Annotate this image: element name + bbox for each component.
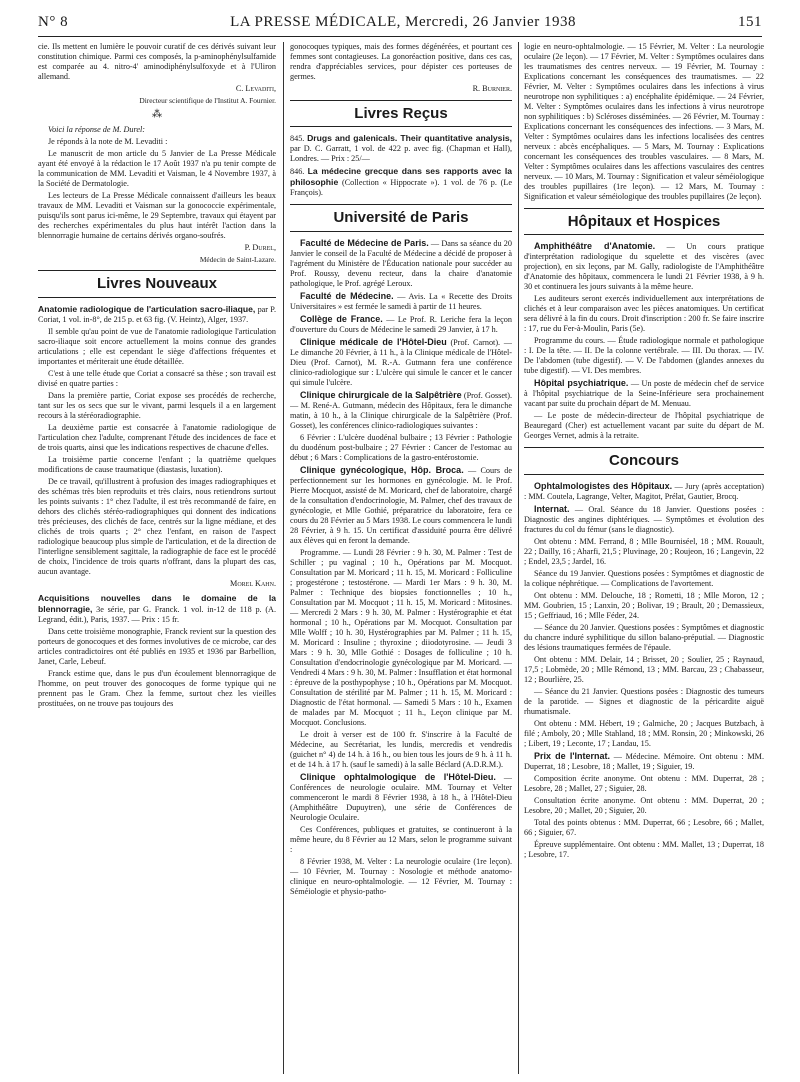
news-entry: Internat. — Oral. Séance du 18 Janvier. Questions posées : Diagnostic des angines diphtériques. — Symptômes et évolution des fractures du col du fémur (sans le diagnostic).: [524, 503, 764, 534]
paragraph: Programme du cours. — Étude radiologique normale et pathologique : I. De la tête. — II. De la colonne vertébrale. — III. Du thorax. — IV. De l'abdomen (tube digestif). — V. De l'abdomen (glandes annexes du tube digestif). — VI. Des membres.: [524, 336, 764, 376]
section-header-hopitaux: [524, 208, 764, 235]
signature-name: Morel Kahn.: [230, 578, 276, 588]
paragraph: Il semble qu'au point de vue de l'anatomie radiologique l'articulation sacro-iliaque soit encore actuellement la moins connue des grandes articulations ; elle est cependant le siège d'affections fréquentes et importantes et mériterait une étude détaillée.: [38, 326, 276, 366]
book-title: La médecine grecque dans ses rapports avec la philosophie: [290, 166, 512, 188]
column-divider-1: [283, 42, 284, 1074]
signature-role: Directeur scientifique de l'Institut A. Fournier.: [139, 96, 276, 105]
news-entry: Clinique chirurgicale de la Salpêtrière (Prof. Gosset). — M. René-A. Gutmann, médecin des Hôpitaux, fera le dimanche matin, à 10 h., à la Clinique chirurgicale de la Salpêtrière (Prof. Gosset), les conférences clinico-radiologiques suivantes :: [290, 389, 512, 430]
reply-intro: Voici la réponse de M. Durel:: [48, 125, 146, 135]
book-ref: par D. C. Garratt, 1 vol. de 422 p. avec fig. (Chapman et Hall), Londres. — Prix : 25/—: [290, 144, 512, 164]
paragraph: Composition écrite anonyme. Ont obtenu : MM. Duperrat, 28 ; Lesobre, 28 ; Mallet, 27 ; Siguier, 28.: [524, 773, 764, 793]
paragraph: — Séance du 21 Janvier. Questions posées : Diagnostic des tumeurs de la parotide. — Signes et diagnostic de la péricardite aiguë rhumatismale.: [524, 686, 764, 716]
paragraph: — Séance du 20 Janvier. Questions posées : Symptômes et diagnostic du chancre induré syphilitique du sillon balano-préputial. — Diagnostic des lésions traumatiques fermées de l'épaule.: [524, 622, 764, 652]
paragraph: Consultation écrite anonyme. Ont obtenu : MM. Duperrat, 20 ; Lesobre, 20 ; Mallet, 20 ; Siguier, 20.: [524, 795, 764, 815]
paragraph: Ces Conférences, publiques et gratuites, se continueront à la même heure, du 8 Février au 12 Mars, selon le programme suivant :: [290, 824, 512, 854]
paragraph: C'est à une telle étude que Coriat a consacré sa thèse ; son travail est divisé en quatre parties :: [38, 368, 276, 388]
signature-role: Médecin de Saint-Lazare.: [199, 255, 276, 265]
journal-title: LA PRESSE MÉDICALE, Mercredi, 26 Janvier 1938: [230, 13, 576, 30]
book-ref: par P. Coriat, 1 vol. in-8°, de 215 p. et 63 fig. (V. Heintz), Alger, 1937.: [38, 304, 276, 324]
signature-name: R. Burnier.: [472, 84, 512, 93]
paragraph: Je réponds à la note de M. Levaditi :: [48, 137, 168, 147]
page-header: [38, 10, 762, 34]
book-ref: 3e série, par G. Franck. 1 vol. in-12 de 118 p. (A. Legrand, édit.), Paris, 1937. — Prix : 15 fr.: [38, 604, 276, 624]
news-entry: Prix de l'Internat. — Médecine. Mémoire. Ont obtenu : MM. Duperrat, 18 ; Lesobre, 18 ; Mallet, 19 ; Siguier, 19.: [524, 750, 764, 771]
paragraph: Épreuve supplémentaire. Ont obtenu : MM. Mallet, 13 ; Duperrat, 18 ; Lesobre, 17.: [524, 839, 764, 859]
book-entry: [38, 304, 276, 325]
signature-name: P. Durel,: [244, 243, 276, 253]
paragraph: Les auditeurs seront exercés individuellement aux interprétations de clichés et à leur comparaison avec les pièces anatomiques. Un certificat sera délivré à la fin du cours. Droit d'inscription : 200 fr. Se faire inscrire : 17, rue du Fer-à-Moulin, Paris (5e).: [524, 294, 764, 334]
paragraph: 6 Février : L'ulcère duodénal bulbaire ; 13 Février : Pathologie du duodénum post-bulbaire ; 27 Février : Cancer de l'estomac au début ; 6 Mars : Complications de la gastro-entérostomie.: [290, 432, 512, 462]
paragraph: Total des points obtenus : MM. Duperrat, 66 ; Lesobre, 66 ; Mallet, 66 ; Siguier, 67.: [524, 817, 764, 837]
news-entry: Ophtalmologistes des Hôpitaux. — Jury (après acceptation) : MM. Coutela, Lagrange, Velter, Magitot, Prélat, Gautier, Brocq.: [524, 480, 764, 501]
paragraph: Le manuscrit de mon article du 5 Janvier de La Presse Médicale ayant été envoyé à la rédaction le 17 Août 1937 n'a pu tenir compte de la communication de MM. Levaditi et Vaisman, le 4 Novembre 1937, à la Société de Dermatologie.: [38, 149, 276, 189]
section-header-universite: [290, 204, 512, 231]
received-book: 846. La médecine grecque dans ses rapports avec la philosophie (Collection « Hippocrate »). 1 vol. de 76 p. (Le François).: [290, 166, 512, 198]
paragraph: 8 Février 1938, M. Velter : La neurologie oculaire (1re leçon). — 10 Février, M. Tournay : Nosologie et méthode anatomo-clinique en neuro-ophtalmologie. — 12 Février, M. Tournay : Séméiologie et physio-patho-: [290, 856, 512, 896]
paragraph: Le droit à verser est de 100 fr. S'inscrire à la Faculté de Médecine, au Secrétariat, les lundis, mercredis et vendredis (guichet n° 4) de 14 h. à 16 h., ou bien tous les jours de 9 h. à 11 h. et de 14 h. à 17 h. (sauf le samedi) à la salle Béclard (A.D.R.M.).: [290, 729, 512, 769]
news-entry: Faculté de Médecine. — Avis. La « Recette des Droits Universitaires » est fermée le samedi à partir de 11 heures.: [290, 290, 512, 311]
paragraph: Dans cette troisième monographie, Franck revient sur la question des porteurs de gonocoques et des formes involutives de ce microbe, car des articles contradictoires ont été publiés en 1935 et 1936 par Barbellion, Janet, Carle, Lebeuf.: [38, 626, 276, 666]
section-title: Livres Reçus: [354, 105, 448, 122]
section-header-livres-nouveaux: [38, 270, 276, 297]
column-3: [524, 42, 764, 1074]
book-title: Acquisitions nouvelles dans le domaine de la blennorragie,: [38, 592, 276, 614]
book-title: Anatomie radiologique de l'articulation sacro-iliaque,: [38, 303, 256, 314]
column-2: [290, 42, 512, 1074]
separator-stars: ⁂: [152, 109, 162, 121]
book-entry: [38, 593, 276, 625]
news-entry: Amphithéâtre d'Anatomie. — Un cours pratique d'interprétation radiologique du squelette et des viscères (avec projection), en six leçons, par M. Gally, radiologiste de l'Amphithéâtre d'Anatomie des hôpitaux, commencera le lundi 21 Février 1938, à 9 h. 30 et continuera les jours suivants à la même heure.: [524, 241, 764, 292]
paragraph: Programme. — Lundi 28 Février : 9 h. 30, M. Palmer : Test de Schiller ; pu vaginal ; 10 h., Opérations par M. Mocquot. Consultation par M. Moricard ; 11 h. 15, M. Moricard : Folliculine ; progestérone ; testostérone. — Mardi 1er Mars : 9 h. 30, M. Palmer : Technique des biopsies fonctionnelles ; 10 h., Consultation par M. Mocquot ; 11 h. 15, M. Moricard : Mitosines. — Mercredi 2 Mars : 9 h. 30, M. Palmer : Hystérographie et état hormonal ; 10 h., Opérations par M. Mocquot. Consultation par Mlle Wolff ; 10 h. 30, Hystérographies par M. Palmer ; 11 h. 15, M. Moricard : Insuline ; thyroxine ; diiodotyrosine. — Jeudi 3 Mars : 9 h. 30, Mlle Gothié : Dosages de folliculine ; 10 h. Consultation d'endocrinologie gynécologique par M. Moricard. — Vendredi 4 Mars : 9 h. 30, M. Palmer : Insufflation et état hormonal : épreuve de la posthypophyse ; 10 h., Opérations par M. Mocquot. Consultation de stérilité par M. Palmer ; 11 h. 15, M. Moricard : Diagnostic de l'état hormonal. — Samedi 5 Mars : 10 h., Examen de malades par M. Mocquot ; 11 h., Leçon clinique par M. Mocquot. Conclusions.: [290, 547, 512, 727]
paragraph: Séance du 19 Janvier. Questions posées : Symptômes et diagnostic de la colique néphrétique. — Complications de l'avortement.: [524, 568, 764, 588]
paragraph: La deuxième partie est consacrée à l'anatomie radiologique de l'articulation chez l'adulte, comprenant l'étude des incidences de face et de trois quarts, ainsi que les indications respectives de chacune d'elles.: [38, 422, 276, 452]
news-entry: Clinique gynécologique, Hôp. Broca. — Cours de perfectionnement sur les hormones en gynécologie. M. le Prof. Pierre Mocquot, assisté de M. Moricard, chef de laboratoire, chargé de la consultation d'endocrinologie, M. Palmer, chef des travaux de gynécologie, et Mlle Gothié, préparatrice du laboratoire, fera ce cours du 28 Février au 5 Mars 1938. Le cours commencera le lundi 28 Février, à 9 h. 15. Un certificat d'assiduité pourra être délivré aux élèves qui en feront la demande.: [290, 464, 512, 545]
signature-name: C. Levaditi,: [235, 84, 276, 93]
received-book: 845. Drugs and galenicals. Their quantitative analysis, par D. C. Garratt, 1 vol. de 422 p. avec fig. (Chapman et Hall), Londres. — Prix : 25/—: [290, 133, 512, 164]
paragraph: — Le poste de médecin-directeur de l'hôpital psychiatrique de Beauregard (Cher) est actuellement vacant par suite du départ de M. Georges Vernet, admis à la retraite.: [524, 411, 764, 441]
paragraph: Ont obtenu : MM. Ferrand, 8 ; Mlle Bourniséel, 18 ; MM. Rouault, 22 ; Dailly, 16 ; Aharfi, 21,5 ; Pluvinage, 20 ; Roujeon, 16 ; Langevin, 22 ; Endel, 23,5 ; Jardel, 16.: [524, 536, 764, 566]
paragraph: Ont obtenu : MM. Delouche, 18 ; Rometti, 18 ; Mlle Moron, 12 ; MM. Goubrien, 15 ; Lanxin, 20 ; Bolivar, 19 ; Brault, 20 ; Demassieux, 15 ; Geffriaud, 16 ; Mlle Féder, 24.: [524, 590, 764, 620]
paragraph: Ont obtenu : MM. Hébert, 19 ; Galmiche, 20 ; Jacques Butzbach, à filé ; Amboly, 20 ; Mlle Stahland, 18 ; MM. Ronsin, 20 ; Minkowski, 26 ; Libert, 19 ; Leconte, 17 ; Landau, 15.: [524, 718, 764, 748]
news-entry: Faculté de Médecine de Paris. — Dans sa séance du 20 Janvier le conseil de la Faculté de Médecine a décidé de proposer à l'agrément du Ministère de l'Éducation nationale pour succéder au Prof. Roussy, devenu recteur, dans la chaire d'anatomie pathologique, le Prof. agrégé Leroux.: [290, 237, 512, 288]
paragraph: Dans la première partie, Coriat expose ses procédés de recherche, tant sur les os secs que sur le vivant, parmi lesquels il a en largement recours à la stéréoradiographie.: [38, 390, 276, 420]
news-entry: Hôpital psychiatrique. — Un poste de médecin chef de service à l'hôpital psychiatrique de la Seine-Inférieure sera prochainement vacant par suite du prochain départ de M. Menuau.: [524, 378, 764, 409]
header-rule: [38, 36, 762, 37]
news-entry: Clinique ophtalmologique de l'Hôtel-Dieu. — Conférences de neurologie oculaire. MM. Tournay et Velter commenceront le mardi 8 Février 1938, à 18 h., à l'Hôtel-Dieu (Amphithéâtre Dupuytren), une série de Conférences de Neurologie Oculaire.: [290, 771, 512, 822]
news-entry: Clinique médicale de l'Hôtel-Dieu (Prof. Carnot). — Le dimanche 20 Février, à 11 h., à la Clinique médicale de l'Hôtel-Dieu (Prof. Carnot), M. R.-A. Gutmann fera une conférence clinico-radiologique sur : L'ulcère qui simule le cancer et le cancer qui simule l'ulcère.: [290, 336, 512, 387]
section-title: Hôpitaux et Hospices: [567, 213, 721, 230]
paragraph: gonocoques typiques, mais des formes dégénérées, et pourtant ces femmes sont contagieuses. La gonoréaction positive, dans ces cas, rendra d'appréciables services, pour dépister ces porteuses de germes.: [290, 42, 512, 81]
issue-number: N° 8: [38, 13, 69, 30]
paragraph: logie en neuro-ophtalmologie. — 15 Février, M. Velter : La neurologie oculaire (2e leçon). — 17 Février, M. Velter : Symptômes oculaires dans les traumatismes des centres nerveux. — 19 Février, M. Tournay : Explications concernant les conséquences des traumatismes. — 22 Février, M. Velter : Symptômes oculaires dans les infections à virus neurotrope non syphilitiques : a) encéphalite épidémique. — 24 Février, M. Velter : Symptômes oculaires dans les infections à virus neurotrope non syphilitiques : b) Scléroses disséminées. — 26 Février, M. Tournay : Explications concernant les conséquences des infections. — 3 Mars, M. Velter : Symptômes oculaires dans les infections localisées des centres nerveux : abcès encéphaliques. — 5 Mars, M. Tournay : Explications concernant les conséquences des troubles vasculaires. — 8 Mars, M. Velter : Symptômes oculaires dans les affections vasculaires des centres nerveux. — 10 Mars, M. Tournay : Signification et valeur séméiologique des troubles pupillaires (1re leçon). — 12 Mars, M. Tournay : Signification et valeur séméiologique des troubles pupillaires (2e leçon).: [524, 42, 764, 201]
section-title: Concours: [608, 452, 679, 470]
section-header-concours: [524, 447, 764, 474]
page-number: 151: [738, 13, 762, 30]
paragraph: La troisième partie concerne l'enfant ; la quatrième quelques modifications de cause traumatique (diastasis, luxation).: [38, 454, 276, 474]
book-title: Drugs and galenicals. Their quantitative analysis,: [307, 133, 512, 144]
paragraph: cie. Ils mettent en lumière le pouvoir curatif de ces dérivés suivant leur constitution chimique. Parmi ces composés, la p-aminophénylsulfamide est comparée au 4. nitro-4' aminodiphénylsulfoxyde et à l'Uliron allemand.: [38, 42, 276, 81]
column-1: [38, 42, 276, 1074]
paragraph: De ce travail, qu'illustrent à profusion des images radiographiques et des schémas très bien reproduits et très clairs, nous retiendrons surtout les points suivants : 1° chez l'adulte, il est très recommandé de faire, en dehors des clichés stéréo-radiographiques qui donnent des indications très précieuses, des clichés de face, centrés sur la ligne médiane, et des clichés de trois quarts ; 2° chez l'enfant, en raison de l'aspect radiologique beaucoup plus simple de l'articulation, et de la direction de l'interligne sensiblement sagittale, la radiographie de face est le procédé de choix, l'incidence de trois quarts n'offrant, dans la plupart des cas, aucun avantage.: [38, 476, 276, 576]
section-title: Université de Paris: [333, 209, 469, 227]
section-header-livres-recus: [290, 100, 512, 127]
book-ref: (Collection « Hippocrate »). 1 vol. de 76 p. (Le François).: [290, 178, 512, 198]
paragraph: Les lecteurs de La Presse Médicale connaissent d'ailleurs les beaux travaux de MM. Levaditi et Vaisman sur la gonococcie expérimentale, puisqu'ils sont parus ici-même, le 29 Septembre, travaux qui étayent par des recherches expérimentales du plus haut intérêt l'action dans la blennorragie humaine de certains dérivés organo-soufrés.: [38, 191, 276, 241]
news-entry: Collège de France. — Le Prof. R. Leriche fera la leçon d'ouverture du Cours de Médecine le samedi 29 Janvier, à 17 h.: [290, 313, 512, 334]
paragraph: Ont obtenu : MM. Delair, 14 ; Brisset, 20 ; Soulier, 25 ; Raynaud, 17,5 ; Lobmède, 20 ; Mlle Rémond, 13 ; MM. Barcau, 23 ; Chabasseur, 12 ; Bourlière, 25.: [524, 654, 764, 684]
column-divider-2: [518, 42, 519, 1074]
paragraph: Franck estime que, dans le pus d'un écoulement blennorragique de l'homme, on peut trouver des gonocoques de forme typique qui ne prennent pas le Gram. Chez la femme, surtout chez les vieilles prostituées, on ne trouve pas toujours des: [38, 668, 276, 708]
section-title: Livres Nouveaux: [96, 275, 218, 293]
